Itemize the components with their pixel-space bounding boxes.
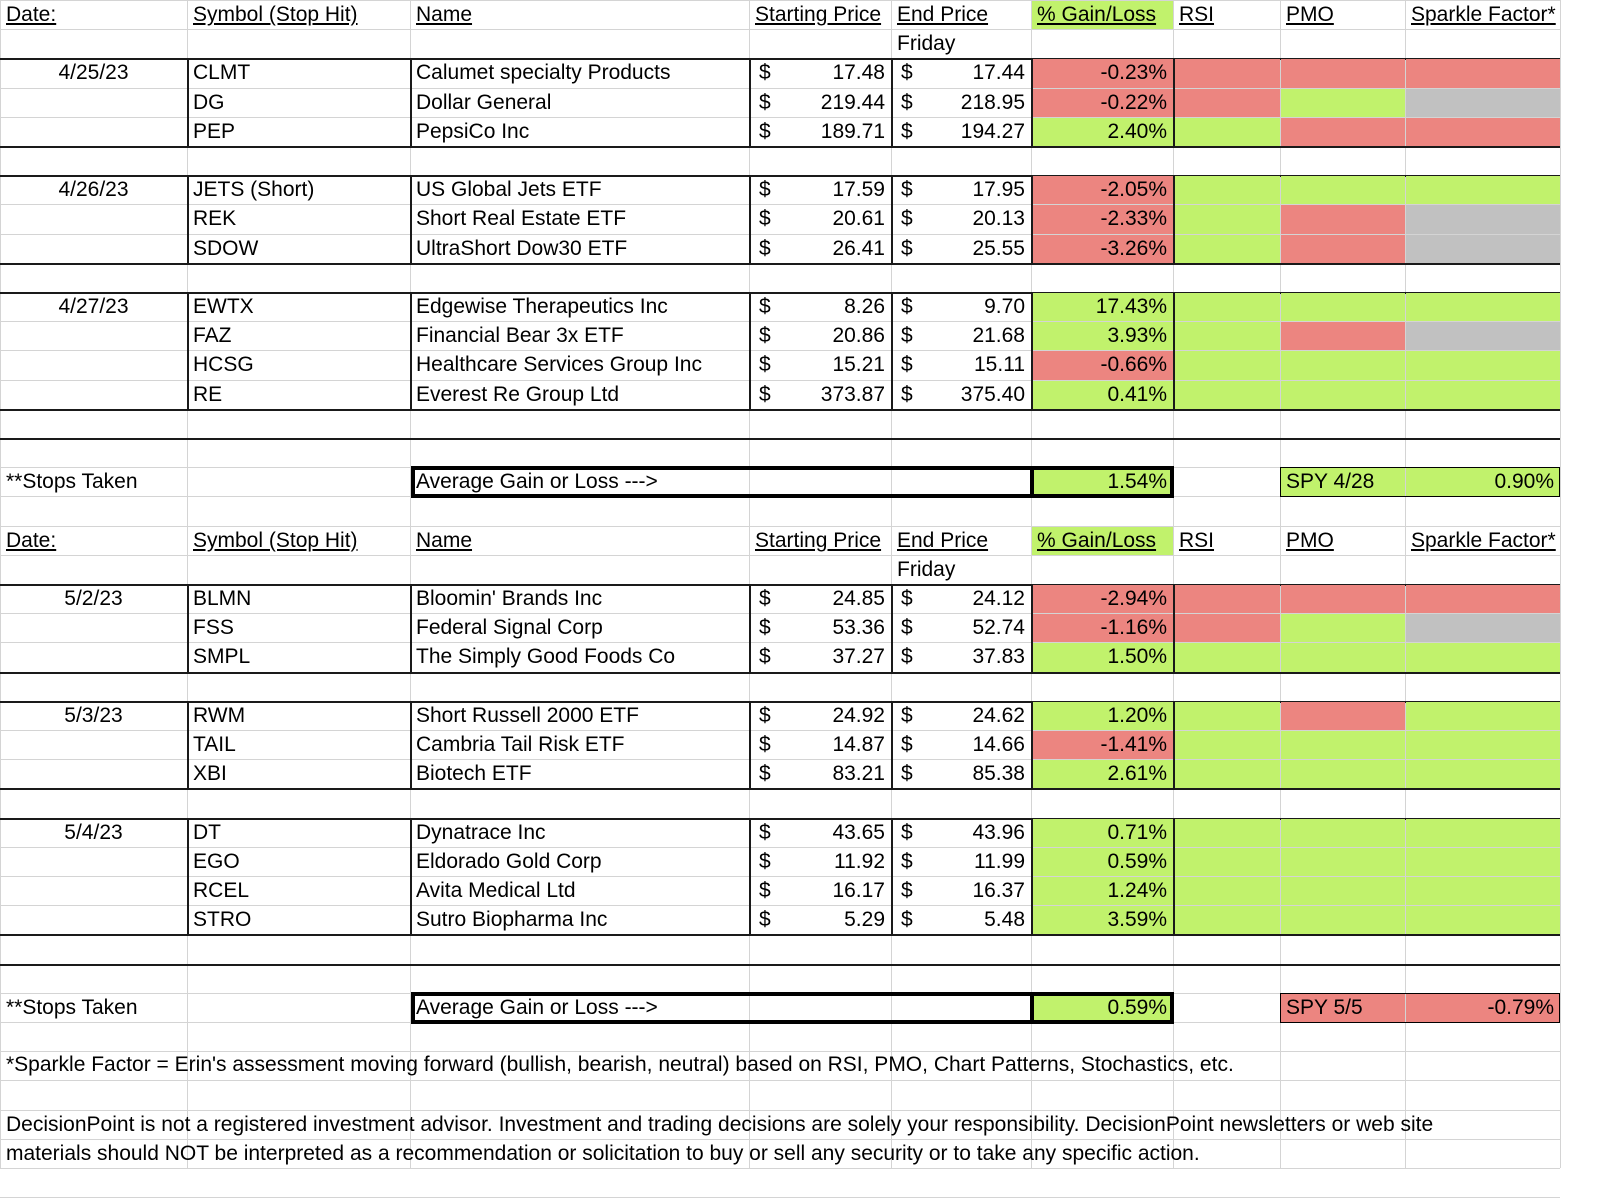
currency-sign: $ (759, 295, 771, 319)
currency-sign: $ (759, 587, 771, 611)
name-cell[interactable]: Edgewise Therapeutics Inc (416, 295, 668, 319)
currency-sign: $ (759, 353, 771, 377)
end-price-cell[interactable]: 15.11 (974, 353, 1025, 377)
pmo-indicator (1281, 702, 1405, 730)
pmo-indicator (1281, 381, 1405, 409)
symbol-cell[interactable]: SMPL (193, 645, 251, 669)
gain-loss-cell[interactable]: -1.41% (1100, 733, 1167, 757)
header-gain-loss[interactable]: % Gain/Loss (1037, 528, 1157, 552)
name-cell[interactable]: Everest Re Group Ltd (416, 382, 620, 406)
symbol-cell[interactable]: RWM (193, 703, 246, 727)
name-cell[interactable]: Avita Medical Ltd (416, 879, 576, 903)
pmo-indicator (1281, 176, 1405, 204)
column-border (187, 818, 189, 935)
header-starting-price[interactable]: Starting Price (755, 3, 882, 27)
spy-label[interactable]: SPY 5/5 (1286, 995, 1363, 1019)
end-price-cell[interactable]: 17.44 (972, 61, 1025, 85)
starting-price-cell[interactable]: 5.29 (844, 908, 885, 932)
sparkle-indicator (1406, 322, 1560, 350)
rsi-indicator (1174, 322, 1280, 350)
rsi-indicator (1174, 118, 1280, 146)
rsi-indicator (1174, 293, 1280, 321)
column-border (749, 701, 751, 789)
currency-sign: $ (901, 236, 913, 260)
rsi-indicator (1174, 381, 1280, 409)
rsi-indicator (1174, 760, 1280, 788)
header-rsi[interactable]: RSI (1179, 3, 1215, 27)
rsi-indicator (1174, 585, 1280, 613)
column-border (1031, 701, 1033, 789)
header-rsi[interactable]: RSI (1179, 528, 1215, 552)
column-border (410, 58, 412, 146)
gain-loss-cell[interactable]: 3.59% (1107, 908, 1167, 932)
rsi-indicator (1174, 731, 1280, 759)
sparkle-indicator (1406, 235, 1560, 263)
end-price-cell[interactable]: 375.40 (960, 382, 1025, 406)
column-border (749, 292, 751, 409)
currency-sign: $ (759, 703, 771, 727)
currency-sign: $ (901, 207, 913, 231)
rsi-indicator (1174, 205, 1280, 233)
name-cell[interactable]: Federal Signal Corp (416, 616, 603, 640)
starting-price-cell[interactable]: 20.86 (832, 324, 885, 348)
header-sparkle-factor[interactable]: Sparkle Factor* (1411, 3, 1556, 27)
column-border (891, 584, 893, 672)
starting-price-cell[interactable]: 11.92 (834, 849, 885, 873)
header-end-price[interactable]: End Price (897, 3, 989, 27)
sparkle-indicator (1406, 59, 1560, 87)
footnote[interactable]: *Sparkle Factor = Erin's assessment moving forward (bullish, bearish, neutral) based on RSI, PMO, Chart Patterns, Stochastics, etc. (6, 1052, 1234, 1076)
column-border (410, 292, 412, 409)
starting-price-cell[interactable]: 8.26 (844, 295, 885, 319)
average-label[interactable]: Average Gain or Loss ---> (416, 470, 658, 494)
currency-sign: $ (759, 90, 771, 114)
sparkle-indicator (1406, 381, 1560, 409)
header-name[interactable]: Name (416, 528, 473, 552)
currency-sign: $ (759, 178, 771, 202)
header-pmo[interactable]: PMO (1286, 528, 1334, 552)
column-border (891, 818, 893, 935)
row-border (0, 555, 1560, 556)
currency-sign: $ (759, 762, 771, 786)
header-date[interactable]: Date: (6, 528, 57, 552)
rsi-indicator (1174, 643, 1280, 671)
group-date[interactable]: 5/2/23 (64, 587, 123, 611)
symbol-cell[interactable]: REK (193, 207, 237, 231)
name-cell[interactable]: US Global Jets ETF (416, 178, 602, 202)
sparkle-indicator (1406, 293, 1560, 321)
group-date[interactable]: 4/27/23 (58, 295, 129, 319)
starting-price-cell[interactable]: 189.71 (820, 119, 885, 143)
header-symbol[interactable]: Symbol (Stop Hit) (193, 528, 358, 552)
pmo-indicator (1281, 322, 1405, 350)
gain-loss-cell[interactable]: -2.05% (1100, 178, 1167, 202)
currency-sign: $ (901, 587, 913, 611)
column-border (891, 292, 893, 409)
column-border (410, 175, 412, 263)
average-value[interactable]: 1.54% (1107, 470, 1167, 494)
rsi-indicator (1174, 89, 1280, 117)
column-border (410, 584, 412, 672)
average-value[interactable]: 0.59% (1107, 995, 1167, 1019)
header-friday[interactable]: Friday (897, 557, 956, 581)
gain-loss-cell[interactable]: 0.71% (1107, 820, 1167, 844)
starting-price-cell[interactable]: 53.36 (832, 616, 885, 640)
row-border (0, 409, 1560, 411)
row-border (0, 29, 1560, 30)
spy-value[interactable]: 0.90% (1494, 470, 1554, 494)
end-price-cell[interactable]: 218.95 (960, 90, 1025, 114)
gain-loss-cell[interactable]: -2.33% (1100, 207, 1167, 231)
row-border (0, 964, 1560, 966)
rsi-indicator (1174, 235, 1280, 263)
end-price-cell[interactable]: 11.99 (974, 849, 1025, 873)
sparkle-indicator (1406, 351, 1560, 379)
name-cell[interactable]: Financial Bear 3x ETF (416, 324, 624, 348)
rsi-indicator (1174, 59, 1280, 87)
rsi-indicator (1174, 906, 1280, 934)
starting-price-cell[interactable]: 24.85 (832, 587, 885, 611)
name-cell[interactable]: Short Real Estate ETF (416, 207, 627, 231)
gain-loss-cell[interactable]: 3.93% (1107, 324, 1167, 348)
sparkle-indicator (1406, 205, 1560, 233)
starting-price-cell[interactable]: 15.21 (832, 353, 885, 377)
pmo-indicator (1281, 906, 1405, 934)
column-border (749, 818, 751, 935)
column-border (749, 58, 751, 146)
name-cell[interactable]: Cambria Tail Risk ETF (416, 733, 625, 757)
symbol-cell[interactable]: RCEL (193, 879, 250, 903)
pmo-indicator (1281, 59, 1405, 87)
header-pmo[interactable]: PMO (1286, 3, 1334, 27)
end-price-cell[interactable]: 24.12 (972, 587, 1025, 611)
symbol-cell[interactable]: DT (193, 820, 221, 844)
column-border (891, 175, 893, 263)
average-label[interactable]: Average Gain or Loss ---> (416, 995, 658, 1019)
starting-price-cell[interactable]: 14.87 (832, 733, 885, 757)
row-border (0, 1168, 1560, 1169)
spy-label[interactable]: SPY 4/28 (1286, 470, 1375, 494)
currency-sign: $ (759, 645, 771, 669)
column-border (1031, 292, 1033, 409)
gain-loss-cell[interactable]: 2.61% (1107, 762, 1167, 786)
starting-price-cell[interactable]: 373.87 (820, 382, 885, 406)
currency-sign: $ (901, 849, 913, 873)
sparkle-indicator (1406, 848, 1560, 876)
currency-sign: $ (901, 908, 913, 932)
end-price-cell[interactable]: 21.68 (972, 324, 1025, 348)
column-border (1560, 0, 1561, 1168)
column-border (1173, 701, 1175, 789)
currency-sign: $ (759, 879, 771, 903)
sparkle-indicator (1406, 176, 1560, 204)
currency-sign: $ (901, 703, 913, 727)
symbol-cell[interactable]: FSS (193, 616, 234, 640)
gain-loss-cell[interactable]: -0.66% (1100, 353, 1167, 377)
pmo-indicator (1281, 585, 1405, 613)
end-price-cell[interactable]: 16.37 (972, 879, 1025, 903)
gain-loss-cell[interactable]: 2.40% (1107, 119, 1167, 143)
gain-loss-cell[interactable]: -2.94% (1100, 587, 1167, 611)
symbol-cell[interactable]: FAZ (193, 324, 232, 348)
column-border (1031, 584, 1033, 672)
column-border (187, 701, 189, 789)
currency-sign: $ (759, 119, 771, 143)
row-border (0, 1197, 1560, 1198)
column-border (1031, 58, 1033, 146)
end-price-cell[interactable]: 52.74 (972, 616, 1025, 640)
column-border (1031, 818, 1033, 935)
column-border (187, 58, 189, 146)
group-date[interactable]: 4/26/23 (58, 178, 129, 202)
currency-sign: $ (901, 762, 913, 786)
starting-price-cell[interactable]: 16.17 (832, 879, 885, 903)
pmo-indicator (1281, 760, 1405, 788)
sparkle-indicator (1406, 760, 1560, 788)
symbol-cell[interactable]: CLMT (193, 61, 251, 85)
pmo-indicator (1281, 235, 1405, 263)
currency-sign: $ (759, 236, 771, 260)
gain-loss-cell[interactable]: 1.50% (1107, 645, 1167, 669)
group-date[interactable]: 5/4/23 (64, 820, 123, 844)
column-border (749, 175, 751, 263)
header-end-price[interactable]: End Price (897, 528, 989, 552)
sparkle-indicator (1406, 731, 1560, 759)
currency-sign: $ (759, 733, 771, 757)
end-price-cell[interactable]: 5.48 (984, 908, 1025, 932)
header-sparkle-factor[interactable]: Sparkle Factor* (1411, 528, 1556, 552)
starting-price-cell[interactable]: 219.44 (820, 90, 885, 114)
pmo-indicator (1281, 819, 1405, 847)
currency-sign: $ (901, 353, 913, 377)
header-date[interactable]: Date: (6, 3, 57, 27)
currency-sign: $ (901, 733, 913, 757)
rsi-indicator (1174, 819, 1280, 847)
currency-sign: $ (759, 820, 771, 844)
currency-sign: $ (759, 616, 771, 640)
gain-loss-cell[interactable]: -3.26% (1100, 236, 1167, 260)
starting-price-cell[interactable]: 26.41 (832, 236, 885, 260)
header-friday[interactable]: Friday (897, 32, 956, 56)
pmo-indicator (1281, 643, 1405, 671)
starting-price-cell[interactable]: 37.27 (832, 645, 885, 669)
end-price-cell[interactable]: 17.95 (972, 178, 1025, 202)
rsi-indicator (1174, 176, 1280, 204)
row-border (0, 788, 1560, 790)
sparkle-indicator (1406, 877, 1560, 905)
name-cell[interactable]: Biotech ETF (416, 762, 532, 786)
group-date[interactable]: 4/25/23 (58, 61, 129, 85)
sparkle-indicator (1406, 643, 1560, 671)
currency-sign: $ (901, 616, 913, 640)
sparkle-indicator (1406, 118, 1560, 146)
currency-sign: $ (901, 645, 913, 669)
column-border (410, 701, 412, 789)
pmo-indicator (1281, 118, 1405, 146)
sparkle-indicator (1406, 906, 1560, 934)
pmo-indicator (1281, 614, 1405, 642)
currency-sign: $ (901, 119, 913, 143)
currency-sign: $ (759, 61, 771, 85)
row-border (0, 672, 1560, 674)
disclaimer-line[interactable]: DecisionPoint is not a registered investment advisor. Investment and trading decisions are solely your responsibility. DecisionPoint newsletters or web site (6, 1112, 1434, 1136)
end-price-cell[interactable]: 25.55 (972, 236, 1025, 260)
starting-price-cell[interactable]: 83.21 (832, 762, 885, 786)
gain-loss-cell[interactable]: 1.20% (1107, 703, 1167, 727)
pmo-indicator (1281, 89, 1405, 117)
rsi-indicator (1174, 351, 1280, 379)
currency-sign: $ (901, 324, 913, 348)
column-border (1031, 175, 1033, 263)
row-border (0, 146, 1560, 148)
symbol-cell[interactable]: RE (193, 382, 223, 406)
symbol-cell[interactable]: TAIL (193, 733, 236, 757)
starting-price-cell[interactable]: 20.61 (832, 207, 885, 231)
name-cell[interactable]: Dollar General (416, 90, 552, 114)
gain-loss-cell[interactable]: -0.22% (1100, 90, 1167, 114)
stops-taken-label[interactable]: **Stops Taken (6, 995, 138, 1019)
name-cell[interactable]: Calumet specialty Products (416, 61, 671, 85)
gain-loss-cell[interactable]: -1.16% (1100, 616, 1167, 640)
name-cell[interactable]: Sutro Biopharma Inc (416, 908, 608, 932)
symbol-cell[interactable]: HCSG (193, 353, 254, 377)
sparkle-indicator (1406, 89, 1560, 117)
column-border (187, 584, 189, 672)
spy-value[interactable]: -0.79% (1487, 995, 1554, 1019)
row-border (0, 438, 1560, 440)
name-cell[interactable]: PepsiCo Inc (416, 119, 530, 143)
end-price-cell[interactable]: 194.27 (960, 119, 1025, 143)
symbol-cell[interactable]: PEP (193, 119, 236, 143)
pmo-indicator (1281, 205, 1405, 233)
header-gain-loss[interactable]: % Gain/Loss (1037, 3, 1157, 27)
header-starting-price[interactable]: Starting Price (755, 528, 882, 552)
column-border (1173, 584, 1175, 672)
currency-sign: $ (759, 908, 771, 932)
currency-sign: $ (901, 295, 913, 319)
stops-taken-label[interactable]: **Stops Taken (6, 470, 138, 494)
column-border (1173, 292, 1175, 409)
pmo-indicator (1281, 731, 1405, 759)
sparkle-indicator (1406, 819, 1560, 847)
column-border (187, 292, 189, 409)
currency-sign: $ (759, 849, 771, 873)
end-price-cell[interactable]: 9.70 (984, 295, 1025, 319)
symbol-cell[interactable]: EWTX (193, 295, 254, 319)
end-price-cell[interactable]: 85.38 (972, 762, 1025, 786)
starting-price-cell[interactable]: 43.65 (832, 820, 885, 844)
currency-sign: $ (901, 61, 913, 85)
end-price-cell[interactable]: 24.62 (972, 703, 1025, 727)
column-border (1173, 58, 1175, 146)
currency-sign: $ (901, 879, 913, 903)
symbol-cell[interactable]: DG (193, 90, 225, 114)
column-border (749, 584, 751, 672)
row-border (0, 934, 1560, 936)
rsi-indicator (1174, 702, 1280, 730)
gain-loss-cell[interactable]: 0.59% (1107, 849, 1167, 873)
name-cell[interactable]: The Simply Good Foods Co (416, 645, 676, 669)
group-date[interactable]: 5/3/23 (64, 703, 123, 727)
currency-sign: $ (901, 382, 913, 406)
starting-price-cell[interactable]: 17.48 (832, 61, 885, 85)
starting-price-cell[interactable]: 17.59 (832, 178, 885, 202)
pmo-indicator (1281, 848, 1405, 876)
end-price-cell[interactable]: 20.13 (972, 207, 1025, 231)
pmo-indicator (1281, 293, 1405, 321)
name-cell[interactable]: Eldorado Gold Corp (416, 849, 602, 873)
currency-sign: $ (901, 90, 913, 114)
end-price-cell[interactable]: 43.96 (972, 820, 1025, 844)
end-price-cell[interactable]: 14.66 (972, 733, 1025, 757)
name-cell[interactable]: Bloomin' Brands Inc (416, 587, 603, 611)
currency-sign: $ (901, 178, 913, 202)
row-border (0, 263, 1560, 265)
gain-loss-cell[interactable]: 0.41% (1107, 382, 1167, 406)
gain-loss-cell[interactable]: 17.43% (1095, 295, 1167, 319)
currency-sign: $ (759, 207, 771, 231)
gain-loss-cell[interactable]: 1.24% (1107, 879, 1167, 903)
sparkle-indicator (1406, 702, 1560, 730)
column-border (1173, 818, 1175, 935)
pmo-indicator (1281, 877, 1405, 905)
name-cell[interactable]: Dynatrace Inc (416, 820, 546, 844)
rsi-indicator (1174, 877, 1280, 905)
gain-loss-cell[interactable]: -0.23% (1100, 61, 1167, 85)
disclaimer-line[interactable]: materials should NOT be interpreted as a recommendation or solicitation to buy or sell any security or to take any specific action. (6, 1141, 1200, 1165)
currency-sign: $ (901, 820, 913, 844)
column-border (410, 818, 412, 935)
column-border (1173, 175, 1175, 263)
name-cell[interactable]: Short Russell 2000 ETF (416, 703, 639, 727)
row-border (0, 1080, 1560, 1081)
symbol-cell[interactable]: SDOW (193, 236, 259, 260)
currency-sign: $ (759, 382, 771, 406)
header-symbol[interactable]: Symbol (Stop Hit) (193, 3, 358, 27)
symbol-cell[interactable]: BLMN (193, 587, 252, 611)
starting-price-cell[interactable]: 24.92 (832, 703, 885, 727)
symbol-cell[interactable]: STRO (193, 908, 252, 932)
name-cell[interactable]: Healthcare Services Group Inc (416, 353, 702, 377)
symbol-cell[interactable]: JETS (Short) (193, 178, 315, 202)
symbol-cell[interactable]: EGO (193, 849, 240, 873)
column-border (891, 701, 893, 789)
column-border (891, 58, 893, 146)
end-price-cell[interactable]: 37.83 (972, 645, 1025, 669)
sparkle-indicator (1406, 614, 1560, 642)
column-border (187, 175, 189, 263)
header-name[interactable]: Name (416, 3, 473, 27)
currency-sign: $ (759, 324, 771, 348)
name-cell[interactable]: UltraShort Dow30 ETF (416, 236, 628, 260)
rsi-indicator (1174, 614, 1280, 642)
rsi-indicator (1174, 848, 1280, 876)
sparkle-indicator (1406, 585, 1560, 613)
pmo-indicator (1281, 351, 1405, 379)
symbol-cell[interactable]: XBI (193, 762, 227, 786)
